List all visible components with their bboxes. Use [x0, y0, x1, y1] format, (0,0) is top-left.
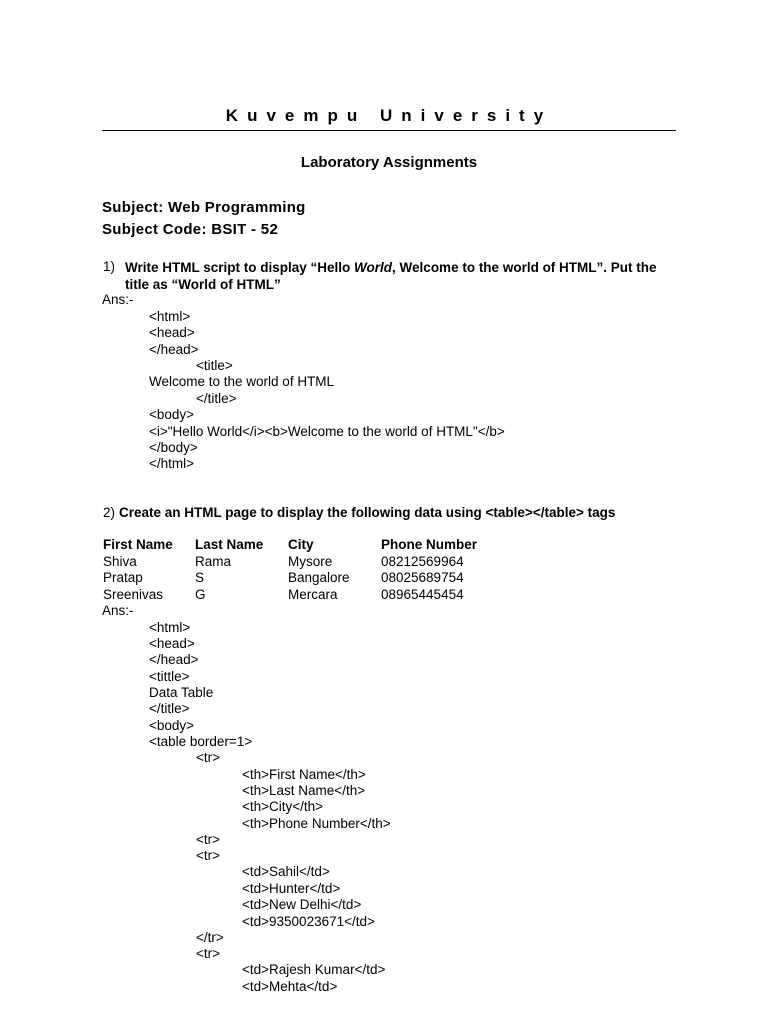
code-line: <td>Hunter</td>	[242, 881, 341, 896]
table-cell: Pratap	[103, 570, 143, 585]
code-line: <th>Last Name</th>	[242, 783, 366, 798]
question-2-number: 2)	[103, 505, 116, 520]
question-1-text-italic: World	[354, 260, 393, 275]
question-1-answer-label: Ans:-	[102, 292, 134, 307]
table-header-cell: Phone Number	[381, 537, 478, 552]
table-cell: Mysore	[288, 554, 333, 569]
code-line: <head>	[149, 636, 195, 651]
code-line: <th>City</th>	[242, 799, 324, 814]
code-line: </title>	[149, 701, 190, 716]
table-cell: Mercara	[288, 587, 338, 602]
code-line: <head>	[149, 325, 195, 340]
code-line: <html>	[149, 309, 191, 324]
table-cell: Sreenivas	[103, 587, 164, 602]
code-line: <body>	[149, 718, 195, 733]
table-header-cell: First Name	[103, 537, 173, 552]
code-line: </body>	[149, 440, 198, 455]
code-line: </tr>	[196, 930, 224, 945]
code-line: <table border=1>	[149, 734, 253, 749]
table-cell: Rama	[195, 554, 232, 569]
code-line: <td>9350023671</td>	[242, 914, 375, 929]
code-line: <tittle>	[149, 669, 190, 684]
table-cell: S	[195, 570, 205, 585]
code-line: Data Table	[149, 685, 214, 700]
code-line: <th>First Name</th>	[242, 767, 366, 782]
table-cell: Bangalore	[288, 570, 350, 585]
question-1-number: 1)	[103, 259, 116, 274]
code-line: <i>"Hello World</i><b>Welcome to the world of HTML"</b>	[149, 424, 505, 439]
code-line: <tr>	[196, 750, 221, 765]
table-cell: Shiva	[103, 554, 137, 569]
code-line: <td>Mehta</td>	[242, 979, 338, 994]
code-line: </head>	[149, 652, 199, 667]
code-line: <tr>	[196, 832, 221, 847]
question-1-text-part-a: Write HTML script to display “Hello	[125, 260, 355, 275]
table-header-cell: Last Name	[195, 537, 264, 552]
question-1-text	[125, 259, 670, 293]
code-line: <html>	[149, 620, 191, 635]
code-line: <title>	[196, 358, 233, 373]
code-line: <tr>	[196, 848, 221, 863]
table-cell: 08025689754	[381, 570, 464, 585]
code-line: Welcome to the world of HTML	[149, 374, 335, 389]
table-header-cell: City	[288, 537, 314, 552]
header-divider	[102, 130, 676, 131]
table-cell: 08965445454	[381, 587, 464, 602]
code-line: <th>Phone Number</th>	[242, 816, 391, 831]
university-heading: Kuvempu University	[225, 106, 553, 125]
table-cell: 08212569964	[381, 554, 464, 569]
code-line: </head>	[149, 342, 199, 357]
code-line: <td>Sahil</td>	[242, 864, 330, 879]
code-line: </title>	[196, 391, 237, 406]
subject-name: Subject: Web Programming	[102, 199, 306, 216]
document-title: Laboratory Assignments	[300, 154, 478, 171]
code-line: <td>Rajesh Kumar</td>	[242, 962, 386, 977]
question-2-answer-label: Ans:-	[102, 603, 134, 618]
question-1-text-part-b: , Welcome to the world of HTML”. Put the title as “World of HTML”	[125, 260, 657, 292]
question-2-text: Create an HTML page to display the following data using <table></table> tags	[119, 505, 616, 520]
code-line: </html>	[149, 456, 195, 471]
code-line: <tr>	[196, 946, 221, 961]
code-line: <td>New Delhi</td>	[242, 897, 362, 912]
code-line: <body>	[149, 407, 195, 422]
table-cell: G	[195, 587, 206, 602]
subject-code: Subject Code: BSIT - 52	[102, 221, 279, 238]
